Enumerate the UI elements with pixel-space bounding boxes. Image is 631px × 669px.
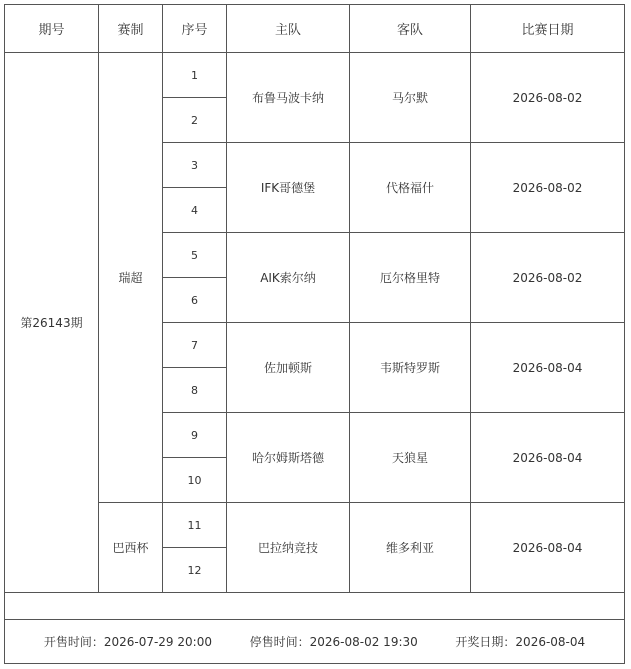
header-date: 比赛日期 xyxy=(471,5,625,53)
seq-cell: 6 xyxy=(163,278,227,323)
period-cell: 第26143期 xyxy=(5,53,99,593)
seq-cell: 2 xyxy=(163,98,227,143)
home-team: 布鲁马波卡纳 xyxy=(227,53,350,143)
header-period: 期号 xyxy=(5,5,99,53)
away-team: 马尔默 xyxy=(350,53,471,143)
away-team: 维多利亚 xyxy=(350,503,471,593)
seq-cell: 12 xyxy=(163,548,227,593)
match-date: 2026-08-04 xyxy=(471,413,625,503)
seq-cell: 11 xyxy=(163,503,227,548)
away-team: 代格福什 xyxy=(350,143,471,233)
draw-date: 开奖日期：2026-08-04 xyxy=(455,635,586,649)
seq-cell: 9 xyxy=(163,413,227,458)
home-team: IFK哥德堡 xyxy=(227,143,350,233)
match-date: 2026-08-02 xyxy=(471,53,625,143)
away-team: 厄尔格里特 xyxy=(350,233,471,323)
away-team: 天狼星 xyxy=(350,413,471,503)
home-team: 巴拉纳竞技 xyxy=(227,503,350,593)
competition-cell: 瑞超 xyxy=(99,53,163,503)
header-competition: 赛制 xyxy=(99,5,163,53)
match-date: 2026-08-04 xyxy=(471,503,625,593)
sale-stop-time: 停售时间：2026-08-02 19:30 xyxy=(249,635,418,649)
header-row xyxy=(5,5,625,53)
home-team: 佐加顿斯 xyxy=(227,323,350,413)
header-away: 客队 xyxy=(350,5,471,53)
spacer-row xyxy=(5,593,625,620)
competition-cell: 巴西杯 xyxy=(99,503,163,593)
home-team: AIK索尔纳 xyxy=(227,233,350,323)
footer-info xyxy=(5,633,624,650)
footer-cell xyxy=(5,620,625,664)
table-row xyxy=(5,53,625,98)
seq-cell: 5 xyxy=(163,233,227,278)
header-home: 主队 xyxy=(227,5,350,53)
match-date: 2026-08-04 xyxy=(471,323,625,413)
empty-cell xyxy=(5,593,625,620)
away-team: 韦斯特罗斯 xyxy=(350,323,471,413)
match-date: 2026-08-02 xyxy=(471,233,625,323)
schedule-table xyxy=(4,4,625,664)
sale-start-time: 开售时间：2026-07-29 20:00 xyxy=(43,635,212,649)
seq-cell: 7 xyxy=(163,323,227,368)
seq-cell: 4 xyxy=(163,188,227,233)
seq-cell: 10 xyxy=(163,458,227,503)
header-seq: 序号 xyxy=(163,5,227,53)
seq-cell: 1 xyxy=(163,53,227,98)
seq-cell: 3 xyxy=(163,143,227,188)
seq-cell: 8 xyxy=(163,368,227,413)
home-team: 哈尔姆斯塔德 xyxy=(227,413,350,503)
footer-row xyxy=(5,620,625,664)
match-date: 2026-08-02 xyxy=(471,143,625,233)
